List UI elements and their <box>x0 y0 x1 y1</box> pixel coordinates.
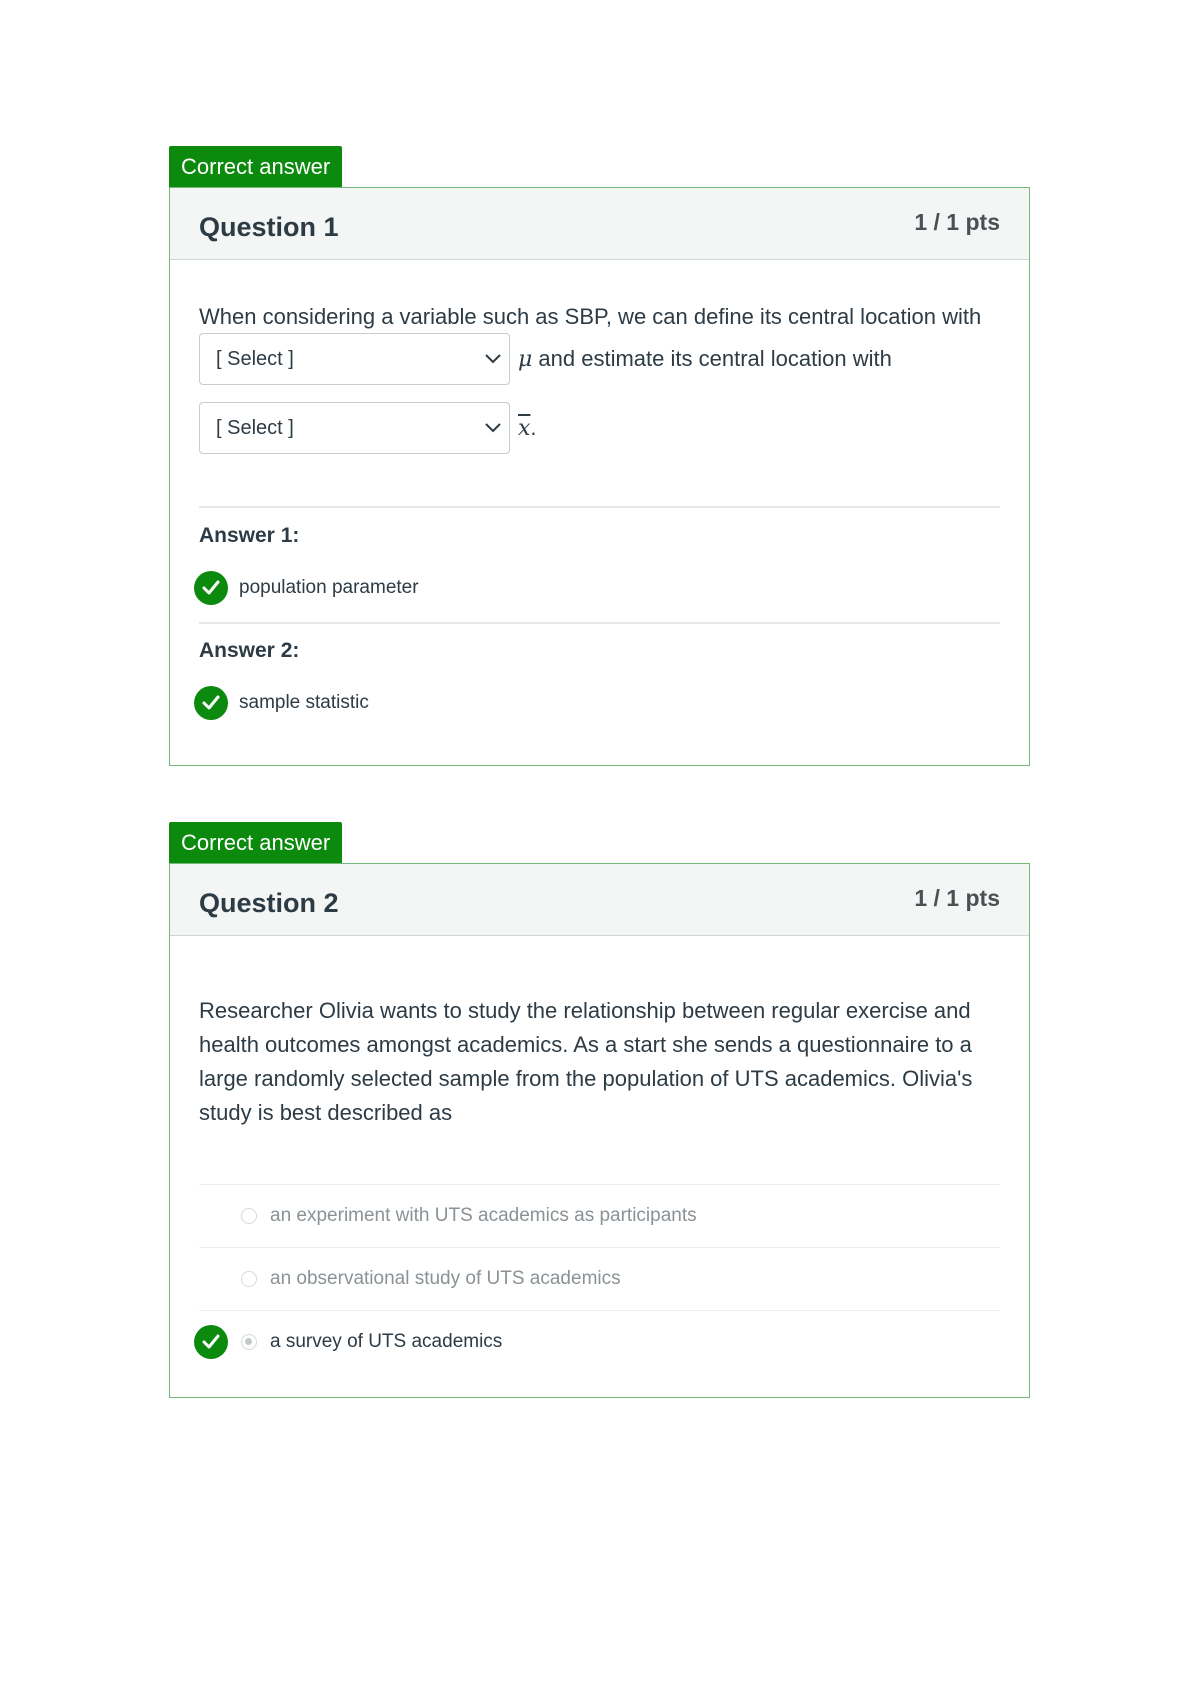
question-title: Question 1 <box>199 212 339 242</box>
chevron-down-icon <box>485 354 501 364</box>
option-label: a survey of UTS academics <box>270 1331 503 1352</box>
check-icon <box>194 571 228 605</box>
option-label: an experiment with UTS academics as participants <box>270 1205 697 1226</box>
correct-answer-tag: Correct answer <box>169 146 342 187</box>
answer-row <box>199 571 419 605</box>
check-icon <box>194 1325 228 1359</box>
correct-answer-tag: Correct answer <box>169 822 342 863</box>
question-title: Question 2 <box>199 888 339 918</box>
answer-row <box>199 686 369 720</box>
option-label: an observational study of UTS academics <box>270 1268 621 1289</box>
question-points: 1 / 1 pts <box>914 885 1000 911</box>
x-bar-symbol: $\overline{x}$ <box>518 415 531 441</box>
chevron-down-icon <box>485 423 501 433</box>
select-value: [ Select ] <box>216 347 294 370</box>
answer-label: Answer 1: <box>199 524 300 547</box>
option-row[interactable] <box>199 1247 1000 1310</box>
question-2-container <box>169 822 1030 1398</box>
divider <box>199 622 1000 624</box>
question-text: When considering a variable such as SBP, we can define its central location with <box>199 304 982 329</box>
question-points: 1 / 1 pts <box>914 209 1000 235</box>
answer-label: Answer 2: <box>199 639 300 662</box>
answer-value: sample statistic <box>239 692 369 713</box>
question-text: Researcher Olivia wants to study the relationship between regular exercise and health outcomes amongst academics. As a start she sends a questionnaire to a large randomly selected sample from the population of UTS academics. Olivia's study is best described as <box>199 998 973 1125</box>
question-2-card <box>169 863 1030 1398</box>
answer-1-select[interactable] <box>199 333 510 385</box>
select-value: [ Select ] <box>216 416 294 439</box>
answer-value: population parameter <box>239 577 419 598</box>
question-text-end: . <box>530 415 537 440</box>
radio-button[interactable] <box>241 1271 257 1287</box>
question-text-middle: and estimate its central location with <box>532 346 892 371</box>
option-row[interactable] <box>199 1184 1000 1247</box>
question-1-container <box>169 146 1030 766</box>
question-2-header <box>170 864 1029 936</box>
answer-2-select[interactable] <box>199 402 510 454</box>
option-row[interactable] <box>199 1310 1000 1373</box>
check-icon <box>194 686 228 720</box>
radio-button[interactable] <box>241 1208 257 1224</box>
question-1-header <box>170 188 1029 260</box>
divider <box>199 506 1000 508</box>
question-1-card <box>169 187 1030 766</box>
options-list <box>199 1184 1000 1373</box>
mu-symbol: μ <box>518 346 533 372</box>
radio-button-selected[interactable] <box>241 1334 257 1350</box>
